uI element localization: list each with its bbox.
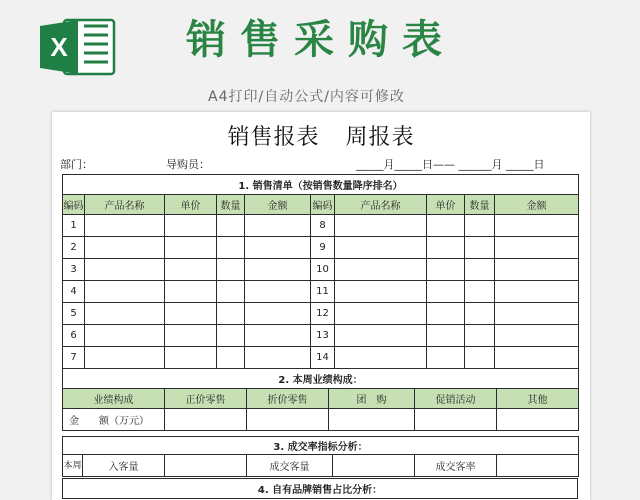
cell-amount[interactable] bbox=[245, 281, 311, 303]
conversion-table bbox=[62, 436, 579, 477]
table-row bbox=[63, 409, 579, 431]
cell-amount[interactable] bbox=[245, 215, 311, 237]
row-code: 11 bbox=[311, 281, 335, 303]
cell-quantity[interactable] bbox=[465, 303, 495, 325]
cell-quantity[interactable] bbox=[465, 237, 495, 259]
cell-quantity[interactable] bbox=[217, 303, 245, 325]
cell-unit-price[interactable] bbox=[165, 281, 217, 303]
row-label-this-week: 本周 bbox=[63, 455, 83, 477]
cell-unit-price[interactable] bbox=[427, 347, 465, 369]
row-code: 6 bbox=[63, 325, 85, 347]
cell-product-name[interactable] bbox=[85, 259, 165, 281]
cell-unit-price[interactable] bbox=[165, 347, 217, 369]
header-quantity: 数量 bbox=[465, 195, 495, 215]
cell-amount[interactable] bbox=[495, 303, 579, 325]
header-performance-composition: 业绩构成 bbox=[63, 389, 165, 409]
table-row bbox=[63, 303, 579, 325]
header-product-name: 产品名称 bbox=[335, 195, 427, 215]
section-title-sales-list: 1. 销售清单（按销售数量降序排名） bbox=[63, 175, 579, 195]
cell-amount[interactable] bbox=[245, 325, 311, 347]
cell-amount[interactable] bbox=[245, 237, 311, 259]
banner-title: 销售采购表 bbox=[186, 17, 456, 63]
cell-product-name[interactable] bbox=[335, 303, 427, 325]
guide-label: 导购员： bbox=[166, 158, 210, 171]
excel-icon bbox=[40, 18, 116, 76]
cell-unit-price[interactable] bbox=[165, 215, 217, 237]
label-deal-rate: 成交客率 bbox=[415, 455, 497, 477]
row-code: 3 bbox=[63, 259, 85, 281]
title-sales-report: 销售报表 bbox=[227, 125, 320, 150]
table-row bbox=[63, 237, 579, 259]
header-group-purchase: 团 购 bbox=[329, 389, 415, 409]
cell-unit-price[interactable] bbox=[165, 237, 217, 259]
row-code: 7 bbox=[63, 347, 85, 369]
cell-product-name[interactable] bbox=[85, 325, 165, 347]
row-code: 5 bbox=[63, 303, 85, 325]
row-code: 1 bbox=[63, 215, 85, 237]
row-label-amount: 金 额（万元） bbox=[63, 409, 165, 431]
cell-deal-rate[interactable] bbox=[497, 455, 579, 477]
cell-product-name[interactable] bbox=[335, 325, 427, 347]
report-sheet bbox=[52, 112, 590, 500]
cell-amount[interactable] bbox=[245, 303, 311, 325]
header-full-price-retail: 正价零售 bbox=[165, 389, 247, 409]
performance-header-row bbox=[63, 389, 579, 409]
cell-quantity[interactable] bbox=[217, 237, 245, 259]
date-range: _____月_____日—— ______月 _____日 bbox=[356, 158, 545, 171]
cell-quantity[interactable] bbox=[465, 325, 495, 347]
header-unit-price: 单价 bbox=[427, 195, 465, 215]
cell-unit-price[interactable] bbox=[427, 237, 465, 259]
section-title-conversion: 3. 成交率指标分析： bbox=[63, 437, 579, 455]
cell-quantity[interactable] bbox=[465, 215, 495, 237]
cell-quantity[interactable] bbox=[465, 259, 495, 281]
cell-product-name[interactable] bbox=[335, 259, 427, 281]
table-row bbox=[63, 259, 579, 281]
cell-group-purchase[interactable] bbox=[329, 409, 415, 431]
row-code: 13 bbox=[311, 325, 335, 347]
header-code: 编码 bbox=[63, 195, 85, 215]
cell-amount[interactable] bbox=[495, 281, 579, 303]
cell-discount-retail[interactable] bbox=[247, 409, 329, 431]
row-code: 8 bbox=[311, 215, 335, 237]
cell-quantity[interactable] bbox=[217, 325, 245, 347]
header-promotion: 促销活动 bbox=[415, 389, 497, 409]
cell-other[interactable] bbox=[497, 409, 579, 431]
cell-product-name[interactable] bbox=[335, 215, 427, 237]
cell-quantity[interactable] bbox=[217, 281, 245, 303]
brand-share-table bbox=[62, 478, 578, 499]
cell-amount[interactable] bbox=[495, 325, 579, 347]
cell-amount[interactable] bbox=[495, 347, 579, 369]
table-row bbox=[63, 325, 579, 347]
cell-amount[interactable] bbox=[245, 259, 311, 281]
row-code: 4 bbox=[63, 281, 85, 303]
row-code: 2 bbox=[63, 237, 85, 259]
header-quantity: 数量 bbox=[217, 195, 245, 215]
cell-quantity[interactable] bbox=[217, 347, 245, 369]
table-row bbox=[63, 281, 579, 303]
section-title-brand-share: 4. 自有品牌销售占比分析： bbox=[63, 479, 578, 499]
sales-header-row bbox=[63, 195, 579, 215]
cell-product-name[interactable] bbox=[85, 281, 165, 303]
cell-product-name[interactable] bbox=[85, 237, 165, 259]
cell-amount[interactable] bbox=[495, 237, 579, 259]
cell-visitor-count[interactable] bbox=[165, 455, 247, 477]
row-code: 10 bbox=[311, 259, 335, 281]
header-unit-price: 单价 bbox=[165, 195, 217, 215]
cell-product-name[interactable] bbox=[335, 237, 427, 259]
cell-full-price-retail[interactable] bbox=[165, 409, 247, 431]
header-other: 其他 bbox=[497, 389, 579, 409]
cell-product-name[interactable] bbox=[85, 347, 165, 369]
cell-quantity[interactable] bbox=[465, 347, 495, 369]
header-amount: 金额 bbox=[245, 195, 311, 215]
cell-unit-price[interactable] bbox=[165, 259, 217, 281]
sales-list-table bbox=[62, 174, 579, 369]
excel-logo-letter: X bbox=[50, 32, 68, 62]
cell-product-name[interactable] bbox=[335, 281, 427, 303]
cell-product-name[interactable] bbox=[85, 215, 165, 237]
document-title bbox=[52, 120, 590, 151]
cell-amount[interactable] bbox=[245, 347, 311, 369]
row-code: 9 bbox=[311, 237, 335, 259]
section-title-performance: 2. 本周业绩构成： bbox=[63, 369, 579, 389]
department-label: 部门： bbox=[60, 158, 93, 171]
header-discount-retail: 折价零售 bbox=[247, 389, 329, 409]
row-code: 12 bbox=[311, 303, 335, 325]
cell-amount[interactable] bbox=[495, 215, 579, 237]
cell-quantity[interactable] bbox=[217, 215, 245, 237]
cell-unit-price[interactable] bbox=[427, 325, 465, 347]
row-code: 14 bbox=[311, 347, 335, 369]
cell-unit-price[interactable] bbox=[427, 215, 465, 237]
performance-table bbox=[62, 368, 579, 431]
header-product-name: 产品名称 bbox=[85, 195, 165, 215]
cell-amount[interactable] bbox=[495, 259, 579, 281]
cell-product-name[interactable] bbox=[335, 347, 427, 369]
table-row bbox=[63, 455, 579, 477]
banner bbox=[0, 0, 640, 115]
banner-subtitle: A4打印/自动公式/内容可修改 bbox=[208, 89, 405, 105]
header-amount: 金额 bbox=[495, 195, 579, 215]
header-code: 编码 bbox=[311, 195, 335, 215]
table-row bbox=[63, 215, 579, 237]
label-visitor-count: 入客量 bbox=[83, 455, 165, 477]
cell-quantity[interactable] bbox=[217, 259, 245, 281]
cell-unit-price[interactable] bbox=[427, 259, 465, 281]
cell-unit-price[interactable] bbox=[427, 303, 465, 325]
cell-quantity[interactable] bbox=[465, 281, 495, 303]
cell-unit-price[interactable] bbox=[165, 325, 217, 347]
label-deal-count: 成交客量 bbox=[247, 455, 333, 477]
title-weekly-report: 周报表 bbox=[345, 125, 415, 150]
cell-product-name[interactable] bbox=[85, 303, 165, 325]
cell-unit-price[interactable] bbox=[427, 281, 465, 303]
cell-unit-price[interactable] bbox=[165, 303, 217, 325]
cell-deal-count[interactable] bbox=[333, 455, 415, 477]
table-row bbox=[63, 347, 579, 369]
cell-promotion[interactable] bbox=[415, 409, 497, 431]
